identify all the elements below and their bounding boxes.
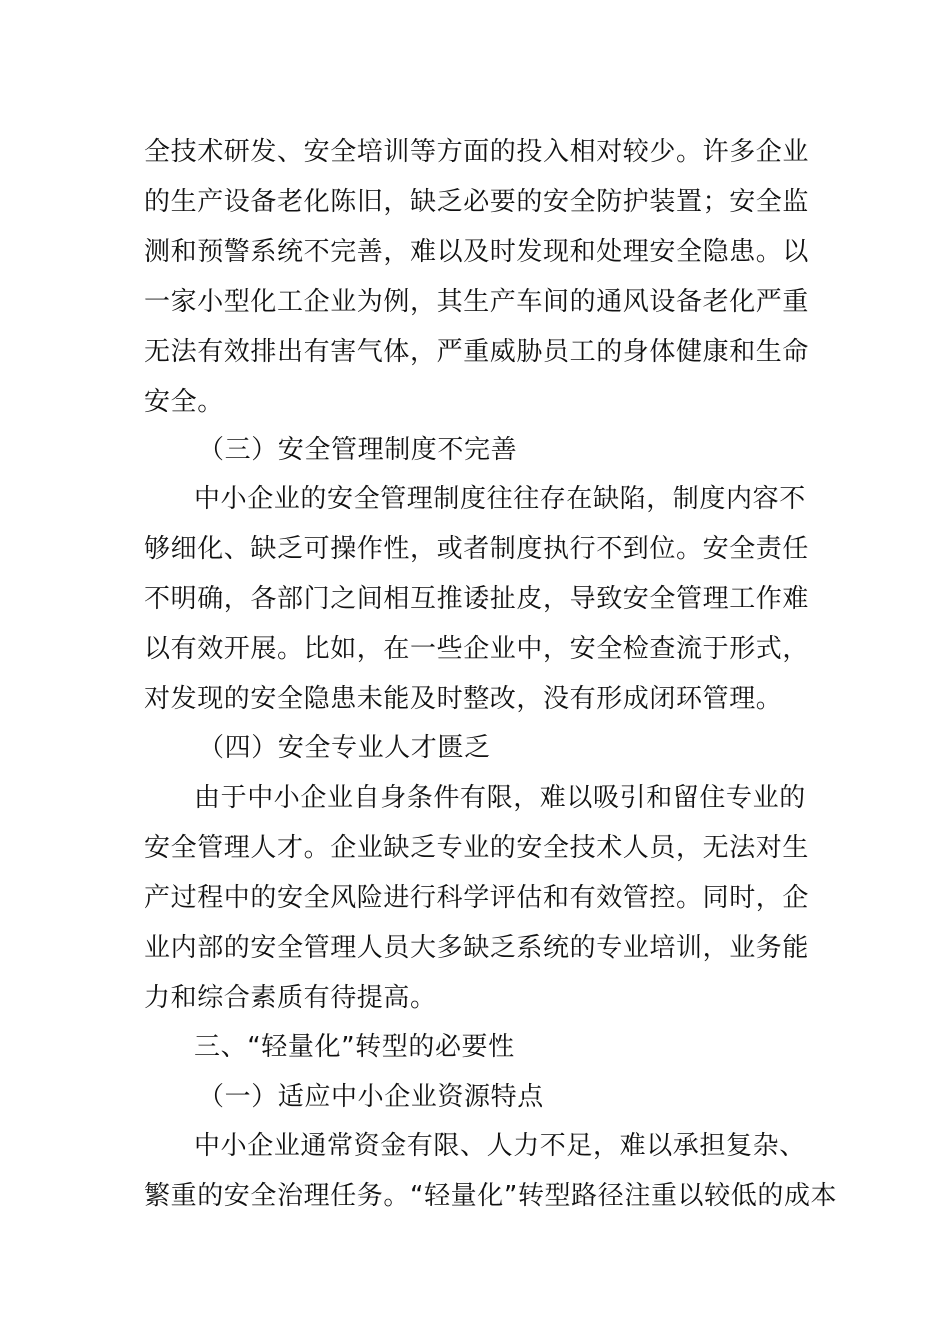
section-heading: （一）适应中小企业资源特点 [198,1082,544,1112]
text-line: 全技术研发、安全培训等方面的投入相对较少。许多企业 [144,137,810,167]
paragraph-first-line: 中小企业通常资金有限、人力不足，难以承担复杂、 [194,1131,806,1161]
chapter-heading: 三、“轻量化”转型的必要性 [194,1032,515,1062]
text-line: 的生产设备老化陈旧，缺乏必要的安全防护装置；安全监 [144,187,810,217]
text-line: 安全。 [144,387,224,417]
text-line: 测和预警系统不完善，难以及时发现和处理安全隐患。以 [144,237,810,267]
text-line: 对发现的安全隐患未能及时整改，没有形成闭环管理。 [144,684,783,714]
text-line: 繁重的安全治理任务。“轻量化”转型路径注重以较低的成本 [144,1181,838,1211]
paragraph-first-line: 中小企业的安全管理制度往往存在缺陷，制度内容不 [194,484,806,514]
section-heading: （三）安全管理制度不完善 [198,435,518,465]
section-heading: （四）安全专业人才匮乏 [198,733,491,763]
text-line: 安全管理人才。企业缺乏专业的安全技术人员，无法对生 [144,833,810,863]
text-line: 业内部的安全管理人员大多缺乏系统的专业培训，业务能 [144,933,810,963]
text-line: 产过程中的安全风险进行科学评估和有效管控。同时，企 [144,883,810,913]
text-line: 无法有效排出有害气体，严重威胁员工的身体健康和生命 [144,337,810,367]
paragraph-first-line: 由于中小企业自身条件有限，难以吸引和留住专业的 [194,783,806,813]
text-line: 够细化、缺乏可操作性，或者制度执行不到位。安全责任 [144,534,810,564]
text-line: 不明确，各部门之间相互推诿扯皮，导致安全管理工作难 [144,584,810,614]
text-line: 一家小型化工企业为例，其生产车间的通风设备老化严重 [144,287,810,317]
text-line: 以有效开展。比如，在一些企业中，安全检查流于形式， [144,634,810,664]
text-line: 力和综合素质有待提高。 [144,983,437,1013]
